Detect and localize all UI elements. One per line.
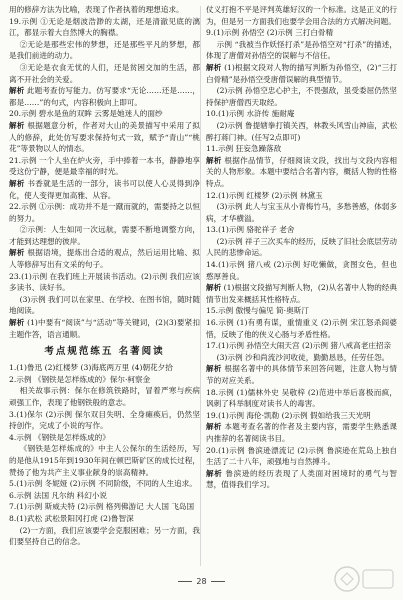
answer-paragraph: 仗义打抱不平是评判英雄好汉的一个标准。这是正义的行为，但是另一方面我们也要学会用合法的方式解决问题。 xyxy=(206,5,397,26)
answer-paragraph: (2)示例 孙悟空忠心护主，不畏强敌，虽受委屈仍然坚持保护唐僧西天取经。 xyxy=(206,86,397,107)
analysis-marker: 解析 xyxy=(206,468,223,478)
answer-paragraph: 5.(1)示例 冬妮娅 (2)示例 不同阶级，不同的人生追求。 xyxy=(9,479,197,489)
answer-paragraph: 12.(1)示例 红楼梦 (2)示例 林黛玉 xyxy=(206,190,323,200)
answer-paragraph: ②示例：人生如同一次远航，需要不断地调整方向，才能到达理想的彼岸。 xyxy=(9,225,200,246)
section-title: 考点规范练五 名著阅读 xyxy=(44,346,165,358)
analysis-marker: 解析 xyxy=(206,364,222,374)
right-column xyxy=(206,4,397,570)
answer-paragraph: 相关故事示例：保尔在修筑铁路时，冒着严寒与疾病顽强工作，表现了他钢铁般的意志。 xyxy=(9,386,200,407)
answer-paragraph: (2)一方面，我们应该要学会克服困难；另一方面，我们要坚持自己的信念。 xyxy=(9,525,200,547)
answer-paragraph: 解析 根据题意分析，作者对大山的美景描写中采用了拟人的修辞，此处仿写要求保持句式一致，赋予“青山”“桃花”等景物以人的情态。 xyxy=(9,120,200,154)
answer-paragraph: 解析 根据作品情节，仔细阅读文段，找出与文段内容相关的人物形象。本题中要结合名著内容，概括人物的性格特点。 xyxy=(206,155,397,188)
answer-paragraph: 14.(1)示例 猪八戒 (2)示例 好吃懒做，贪图女色，但也憨厚善良。 xyxy=(206,260,397,281)
analysis-marker: 解析 xyxy=(9,178,25,188)
answer-paragraph: 13.(1)示例 骆驼祥子 老舍 xyxy=(206,225,295,235)
page-number: 28 xyxy=(0,577,403,586)
analysis-marker: 解析 xyxy=(206,283,222,293)
column-divider xyxy=(200,6,201,566)
analysis-marker: 解析 xyxy=(206,422,222,432)
answer-paragraph: (2)示例 祥子三次买车的经历，反映了旧社会底层劳动人民的悲惨命运。 xyxy=(206,236,397,258)
left-column xyxy=(9,4,200,570)
answer-paragraph: 22.示例 ①示例：成功并不是一蹴而就的，需要持之以恒的努力。 xyxy=(9,202,200,223)
watermark-stamp xyxy=(333,562,397,596)
answer-paragraph: 解析 (1)根据文段对人物的描写判断为孙悟空，(2)“三打白骨精”是孙悟空受唐僧误解的典型情节。 xyxy=(206,62,397,84)
answer-paragraph: 用的修辞方法为比喻，表现了作者执着的理想追求。 xyxy=(9,5,184,14)
answer-paragraph: (3)示例 此人与宝玉从小青梅竹马，多愁善感，体弱多病，才华横溢。 xyxy=(206,202,397,223)
answer-paragraph: 9.(1)示例 孙悟空 (2)示例 三打白骨精 xyxy=(206,28,334,38)
answer-paragraph: 示例 “我被当作妖怪打杀”是孙悟空对“打杀”的描述，体现了唐僧对孙悟空的误解与不信任。 xyxy=(206,39,397,61)
answer-paragraph: 21.示例 一个人坐在炉火旁，手中捧着一本书，静静地享受这份宁静，便是最幸福的时光。 xyxy=(9,155,200,177)
answer-paragraph: 23.(1)示例 在我们班上开展读书活动。(2)示例 我们应该多读书、读好书。 xyxy=(9,271,200,293)
answer-paragraph: (3)示例 沙和尚流沙河收徒，勤勤恳恳，任劳任怨。 xyxy=(216,352,390,362)
answer-paragraph: 1.(1)鲁迅 (2)红楼梦 (3)海底两万里 (4)朝花夕拾 xyxy=(9,363,173,373)
answer-paragraph: 17.(1)示例 孙悟空大闹天宫 (2)示例 猪八戒高老庄招亲 xyxy=(206,341,392,351)
analysis-marker: 解析 xyxy=(9,318,25,328)
analysis-marker: 解析 xyxy=(9,248,25,258)
answer-paragraph: (3)示例 我们可以在家里、在学校、在图书馆，随时随地阅读。 xyxy=(9,294,200,316)
answer-paragraph: (2)示例 鲁提辖拳打镇关西，林教头风雪山神庙，武松醉打蒋门神。(任写2点即可) xyxy=(206,120,397,142)
answer-paragraph: 解析 书香就是生活的一部分，读书可以使人心灵得到净化，使人变得更加高雅、从容。 xyxy=(9,178,200,200)
answer-paragraph: 解析 本题考查名著的作者及主要内容，需要学生熟悉课内推荐的名著阅读书目。 xyxy=(206,422,397,443)
answer-paragraph: 19.示例 ①无论是烟波浩渺的太湖，还是清澈见底的漓江，都显示着大自然博大的胸襟。 xyxy=(9,16,200,38)
answer-paragraph: 解析 (1)中要有“阅读”与“活动”等关键词，(2)(3)要紧扣主题作答，语言通顺。 xyxy=(9,318,200,339)
answer-paragraph: 8.(1)武松 武松景阳冈打虎 (2)鲁智深 xyxy=(9,513,134,523)
answer-paragraph: 解析 根据名著中的具体情节来回答问题，注意人物与情节的对应关系。 xyxy=(206,364,397,385)
answer-paragraph: 10.(1)示例 水浒传 施耐庵 xyxy=(206,109,295,119)
answer-paragraph: 15.示例 傲慢与偏见 简·奥斯汀 xyxy=(206,306,309,316)
analysis-marker: 解析 xyxy=(9,120,25,130)
answer-paragraph: 11.示例 狂妄急躁落敌 xyxy=(206,144,282,154)
answer-paragraph: 解析 此题考查仿写能力。仿写要求“无论……还是……，都是……”的句式，内容积极向上即可。 xyxy=(9,86,200,107)
answer-paragraph: ②无论是那些宏伟的梦想，还是那些平凡的梦想，都是我们前进的动力。 xyxy=(9,39,200,61)
answer-paragraph: 16.示例 (1)有勇有谋，重情重义 (2)示例 宋江怒杀阎婆惜，反映了他的侠义心肠与矛盾性格。 xyxy=(206,318,397,339)
answer-paragraph: 6.示例 法国 凡尔纳 科幻小说 xyxy=(9,490,108,500)
answer-paragraph: 2.示例 《钢铁是怎样炼成的》保尔·柯察金 xyxy=(9,374,151,384)
answer-paragraph: 解析 根据语境，提炼出合适的观点，然后运用比喻、拟人等修辞写出有文采的句子。 xyxy=(9,248,200,270)
answer-paragraph: 4.示例 《钢铁是怎样炼成的》 xyxy=(9,432,110,442)
answer-paragraph: 20.示例 碧水是鱼的双眸 云雾是她迷人的面纱 xyxy=(9,109,163,119)
answer-paragraph: 3.(1)保尔 (2)示例 保尔双目失明、全身瘫痪后，仍然坚持创作，完成了小说的写作。 xyxy=(9,409,200,431)
analysis-marker: 解析 xyxy=(206,62,222,72)
answer-paragraph: 20.(1)示例 鲁滨逊漂流记 (2)示例 鲁滨逊在荒岛上独自生活了二十八年，顽强地与自然搏斗。 xyxy=(206,445,397,467)
answer-paragraph: 解析 鲁滨逊的经历表现了人类面对困境时的勇气与智慧，值得我们学习。 xyxy=(206,468,397,490)
analysis-marker: 解析 xyxy=(9,86,25,96)
answer-paragraph: 7.(1)示例 斯威夫特 (2)示例 格列佛游记 大人国 飞岛国 xyxy=(9,502,195,512)
answer-paragraph: ③无论是衣食无忧的人们，还是贫困交加的生活，都离不开社会的关爱。 xyxy=(9,62,200,84)
answer-paragraph: 解析 (1)根据文段描写判断人物，(2)从名著中人物的经典情节出发来概括其性格特点。 xyxy=(206,283,397,304)
answer-paragraph: 18.示例 (1)儒林外史 吴敬梓 (2)范进中举后喜极而疯，讽刺了科举制度对读书人的毒害。 xyxy=(206,387,397,409)
analysis-marker: 解析 xyxy=(206,155,222,165)
answer-paragraph: 《钢铁是怎样炼成的》中主人公保尔的生活经历，写的是他从1915年到1930年间在顿巴斯矿区的成长过程，赞扬了他为共产主义事业献身的崇高精神。 xyxy=(9,444,200,477)
answer-paragraph: 19.(1)示例 海伦·凯勒 (2)示例 假如给我三天光明 xyxy=(206,410,371,420)
